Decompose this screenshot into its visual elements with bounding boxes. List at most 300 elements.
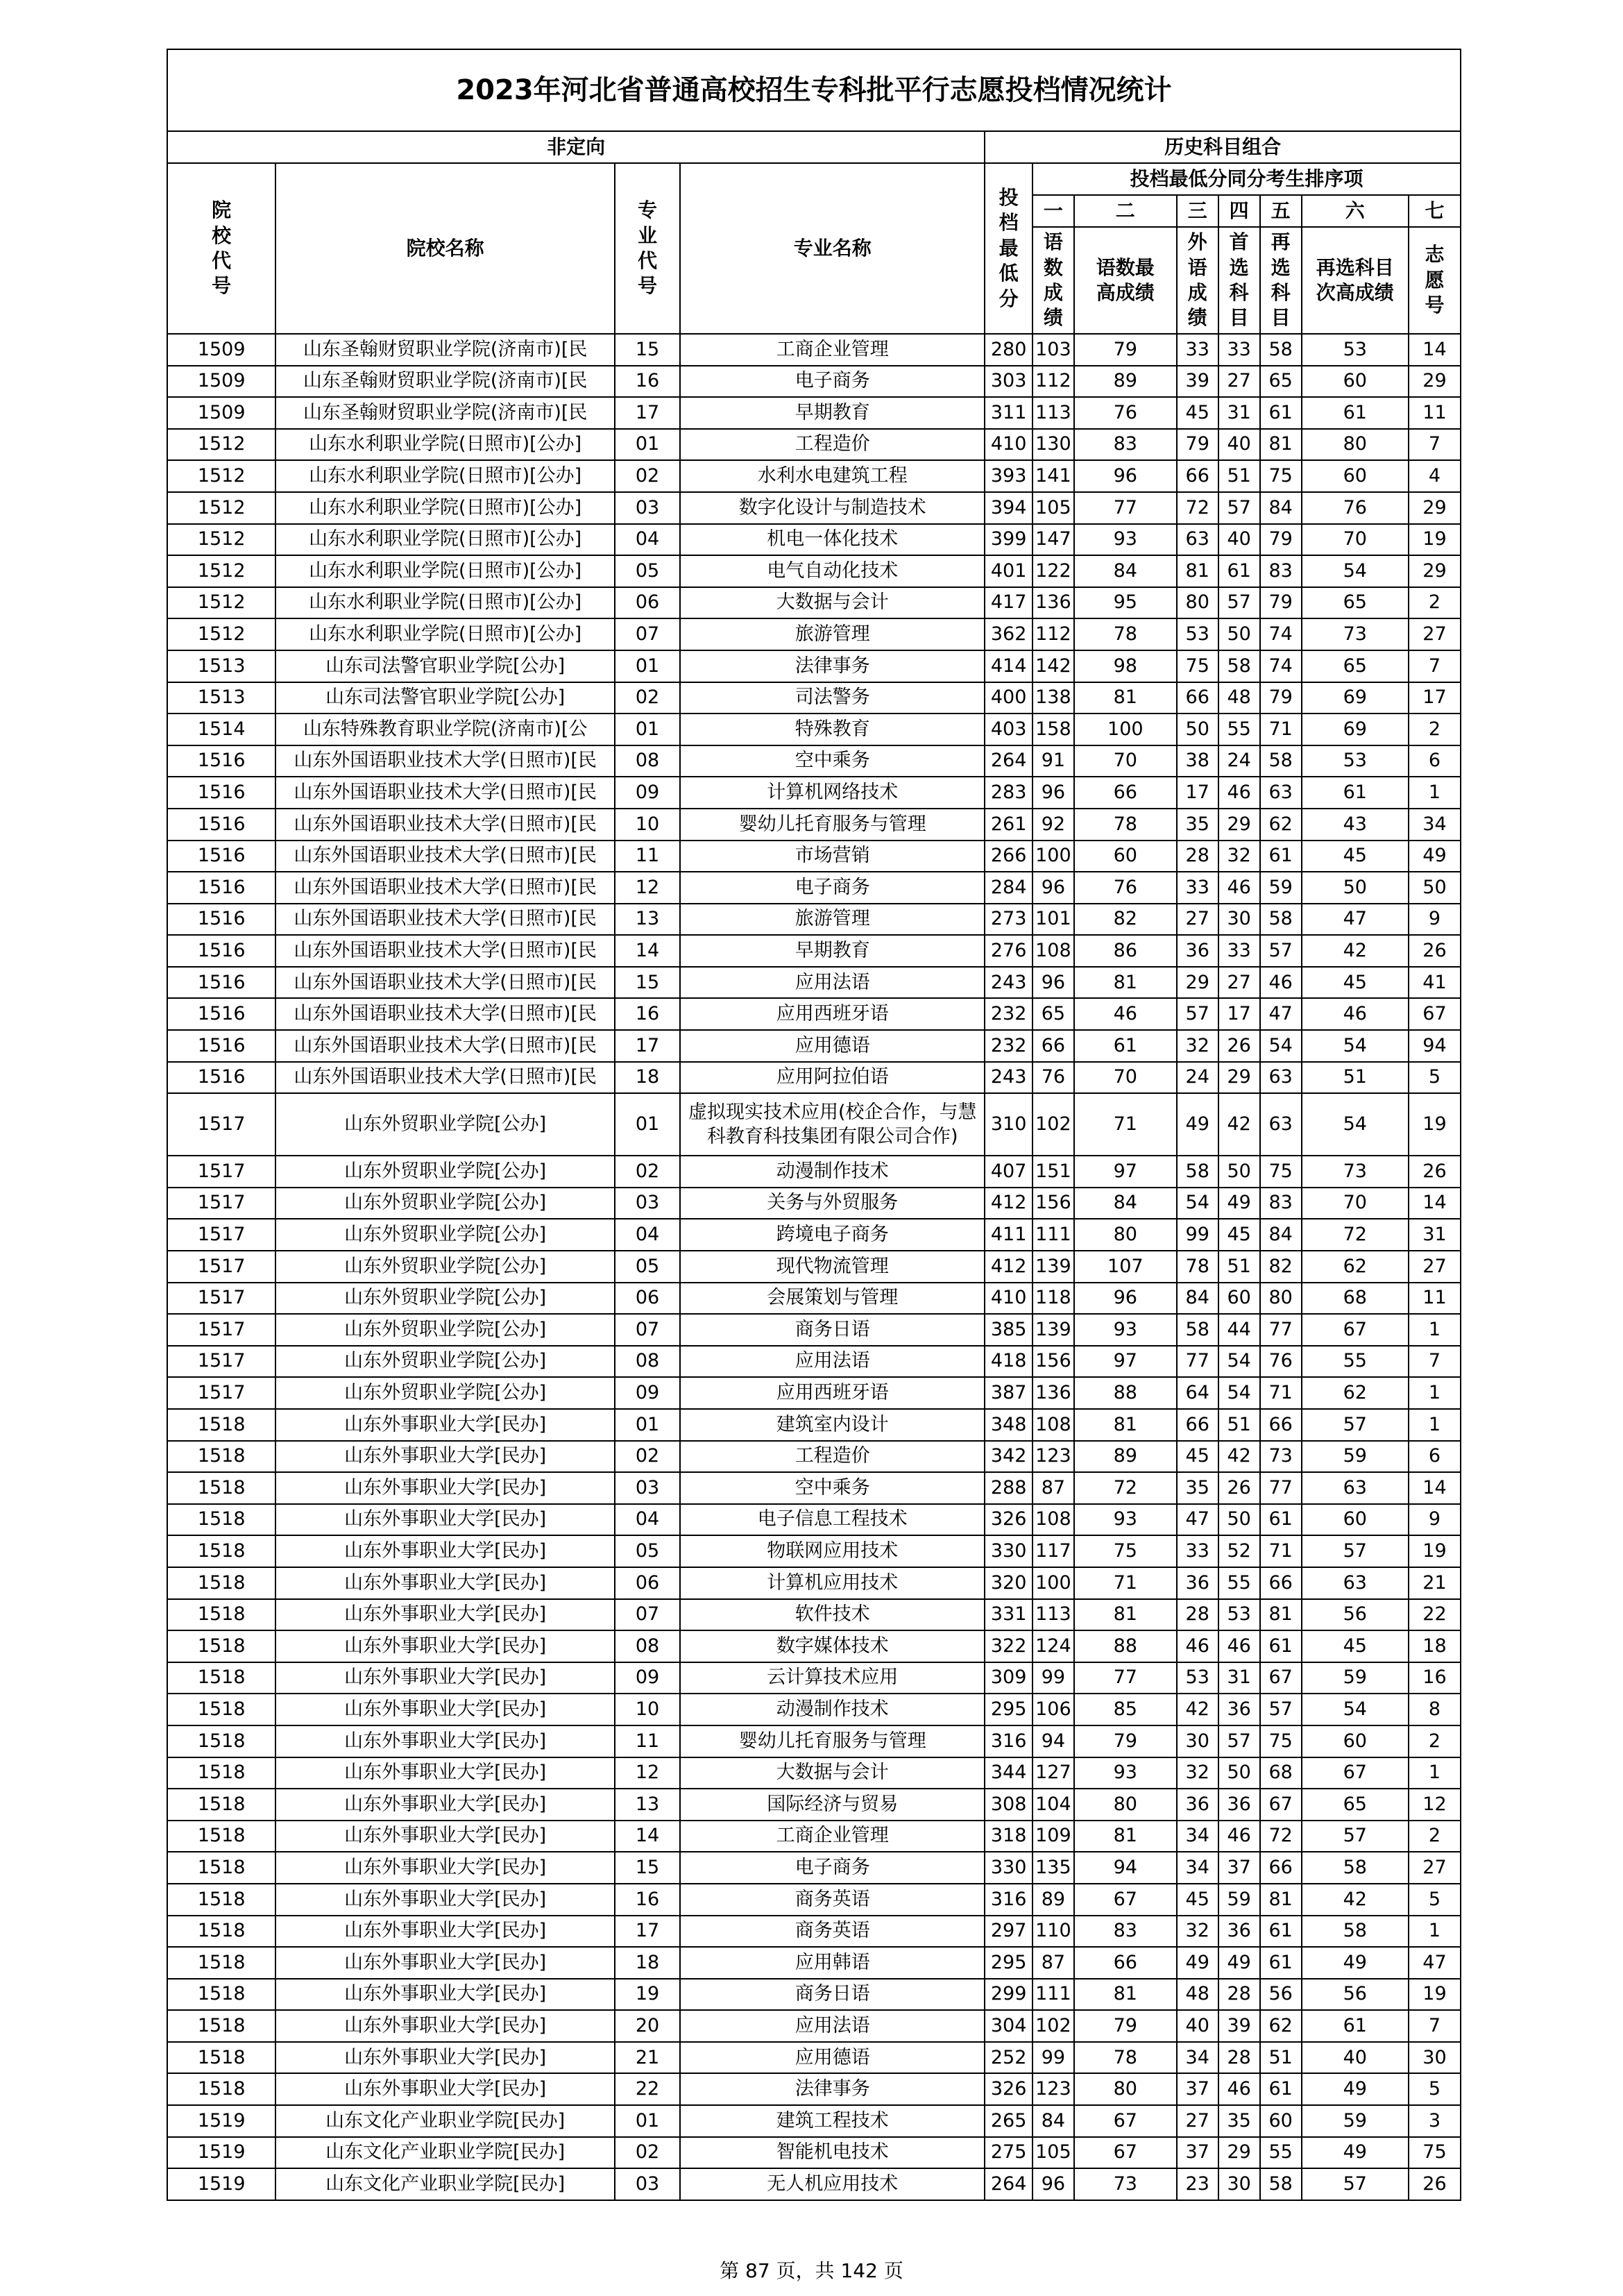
cell-min-score: 308 bbox=[985, 1789, 1033, 1821]
cell-school-name: 山东外事职业大学[民办] bbox=[275, 1599, 614, 1631]
cell-rank-4: 57 bbox=[1218, 587, 1260, 619]
cell-rank-3: 77 bbox=[1177, 1346, 1218, 1378]
cell-rank-7: 3 bbox=[1409, 2105, 1461, 2137]
cell-rank-6: 60 bbox=[1302, 1504, 1409, 1536]
cell-school-code: 1516 bbox=[167, 935, 275, 967]
cell-rank-6: 68 bbox=[1302, 1283, 1409, 1315]
col-major-code: 专业代号 bbox=[615, 163, 680, 334]
cell-school-code: 1516 bbox=[167, 967, 275, 999]
cell-rank-7: 29 bbox=[1409, 555, 1461, 587]
cell-major-name: 虚拟现实技术应用(校企合作，与慧科教育科技集团有限公司合作) bbox=[680, 1093, 985, 1156]
cell-rank-2: 67 bbox=[1074, 1884, 1177, 1916]
cell-rank-1: 113 bbox=[1033, 1599, 1074, 1631]
cell-rank-3: 36 bbox=[1177, 935, 1218, 967]
table-row bbox=[167, 2137, 1461, 2169]
cell-rank-2: 70 bbox=[1074, 1062, 1177, 1094]
cell-rank-2: 81 bbox=[1074, 682, 1177, 714]
cell-rank-5: 66 bbox=[1260, 1567, 1302, 1599]
cell-rank-7: 11 bbox=[1409, 1283, 1461, 1315]
cell-rank-1: 151 bbox=[1033, 1156, 1074, 1188]
cell-major-code: 11 bbox=[615, 841, 680, 872]
cell-min-score: 412 bbox=[985, 1188, 1033, 1219]
cell-min-score: 261 bbox=[985, 809, 1033, 841]
cell-rank-3: 66 bbox=[1177, 1409, 1218, 1441]
cell-major-code: 03 bbox=[615, 1472, 680, 1504]
cell-major-name: 计算机应用技术 bbox=[680, 1567, 985, 1599]
cell-school-name: 山东司法警官职业学院[公办] bbox=[275, 650, 614, 682]
rank-num: 六 bbox=[1302, 195, 1409, 227]
cell-rank-3: 45 bbox=[1177, 397, 1218, 429]
table-row bbox=[167, 777, 1461, 809]
cell-rank-3: 84 bbox=[1177, 1283, 1218, 1315]
table-row bbox=[167, 1472, 1461, 1504]
cell-rank-6: 55 bbox=[1302, 1346, 1409, 1378]
rank-item: 再选科目次高成绩 bbox=[1302, 227, 1409, 334]
cell-rank-6: 54 bbox=[1302, 1694, 1409, 1725]
cell-rank-7: 47 bbox=[1409, 1947, 1461, 1979]
cell-min-score: 283 bbox=[985, 777, 1033, 809]
cell-rank-2: 83 bbox=[1074, 429, 1177, 461]
cell-major-name: 旅游管理 bbox=[680, 904, 985, 936]
cell-rank-2: 79 bbox=[1074, 2010, 1177, 2042]
cell-rank-4: 33 bbox=[1218, 935, 1260, 967]
cell-major-name: 大数据与会计 bbox=[680, 1757, 985, 1789]
cell-rank-3: 36 bbox=[1177, 1789, 1218, 1821]
cell-rank-1: 158 bbox=[1033, 714, 1074, 745]
cell-rank-1: 96 bbox=[1033, 2168, 1074, 2200]
cell-rank-4: 36 bbox=[1218, 1916, 1260, 1948]
cell-major-name: 空中乘务 bbox=[680, 1472, 985, 1504]
cell-rank-7: 6 bbox=[1409, 1441, 1461, 1473]
cell-rank-4: 28 bbox=[1218, 1979, 1260, 2011]
cell-rank-7: 4 bbox=[1409, 460, 1461, 492]
cell-school-name: 山东圣翰财贸职业学院(济南市)[民 bbox=[275, 366, 614, 398]
cell-rank-3: 34 bbox=[1177, 1821, 1218, 1852]
section-left-header: 非定向 bbox=[167, 131, 985, 163]
cell-major-name: 应用阿拉伯语 bbox=[680, 1062, 985, 1094]
cell-rank-7: 9 bbox=[1409, 1504, 1461, 1536]
cell-min-score: 311 bbox=[985, 397, 1033, 429]
cell-rank-7: 2 bbox=[1409, 1821, 1461, 1852]
cell-major-name: 应用西班牙语 bbox=[680, 998, 985, 1030]
cell-school-code: 1518 bbox=[167, 1504, 275, 1536]
cell-rank-2: 71 bbox=[1074, 1093, 1177, 1156]
cell-rank-1: 99 bbox=[1033, 2042, 1074, 2074]
cell-school-code: 1517 bbox=[167, 1346, 275, 1378]
cell-rank-1: 141 bbox=[1033, 460, 1074, 492]
table-row bbox=[167, 460, 1461, 492]
cell-rank-2: 98 bbox=[1074, 650, 1177, 682]
cell-rank-4: 39 bbox=[1218, 2010, 1260, 2042]
cell-major-code: 10 bbox=[615, 809, 680, 841]
cell-rank-5: 61 bbox=[1260, 397, 1302, 429]
cell-major-name: 国际经济与贸易 bbox=[680, 1789, 985, 1821]
cell-major-name: 建筑室内设计 bbox=[680, 1409, 985, 1441]
cell-major-name: 旅游管理 bbox=[680, 618, 985, 650]
cell-rank-3: 66 bbox=[1177, 460, 1218, 492]
cell-rank-3: 30 bbox=[1177, 1725, 1218, 1757]
cell-major-name: 电气自动化技术 bbox=[680, 555, 985, 587]
cell-major-code: 07 bbox=[615, 1314, 680, 1346]
cell-rank-3: 35 bbox=[1177, 809, 1218, 841]
cell-min-score: 401 bbox=[985, 555, 1033, 587]
table-row bbox=[167, 1662, 1461, 1694]
cell-rank-6: 63 bbox=[1302, 1472, 1409, 1504]
cell-school-code: 1512 bbox=[167, 460, 275, 492]
cell-school-name: 山东外国语职业技术大学(日照市)[民 bbox=[275, 935, 614, 967]
cell-school-code: 1516 bbox=[167, 745, 275, 777]
cell-rank-5: 55 bbox=[1260, 2137, 1302, 2169]
cell-min-score: 232 bbox=[985, 1030, 1033, 1062]
cell-rank-5: 84 bbox=[1260, 1219, 1302, 1251]
cell-rank-5: 81 bbox=[1260, 429, 1302, 461]
cell-rank-7: 26 bbox=[1409, 1156, 1461, 1188]
cell-school-code: 1517 bbox=[167, 1219, 275, 1251]
cell-major-code: 03 bbox=[615, 492, 680, 524]
cell-rank-3: 45 bbox=[1177, 1884, 1218, 1916]
cell-min-score: 348 bbox=[985, 1409, 1033, 1441]
cell-rank-6: 58 bbox=[1302, 1852, 1409, 1884]
cell-rank-3: 33 bbox=[1177, 872, 1218, 904]
cell-school-name: 山东外事职业大学[民办] bbox=[275, 1409, 614, 1441]
cell-school-code: 1517 bbox=[167, 1283, 275, 1315]
cell-rank-5: 83 bbox=[1260, 555, 1302, 587]
cell-min-score: 407 bbox=[985, 1156, 1033, 1188]
cell-rank-7: 7 bbox=[1409, 650, 1461, 682]
cell-min-score: 266 bbox=[985, 841, 1033, 872]
cell-major-name: 市场营销 bbox=[680, 841, 985, 872]
cell-rank-3: 33 bbox=[1177, 334, 1218, 366]
cell-school-code: 1516 bbox=[167, 1030, 275, 1062]
cell-rank-3: 40 bbox=[1177, 2010, 1218, 2042]
cell-major-name: 动漫制作技术 bbox=[680, 1156, 985, 1188]
cell-rank-4: 61 bbox=[1218, 555, 1260, 587]
cell-rank-2: 86 bbox=[1074, 935, 1177, 967]
admission-table-sheet bbox=[167, 49, 1461, 2201]
cell-major-code: 10 bbox=[615, 1694, 680, 1725]
cell-rank-6: 58 bbox=[1302, 1916, 1409, 1948]
cell-rank-3: 27 bbox=[1177, 2105, 1218, 2137]
cell-rank-5: 57 bbox=[1260, 1694, 1302, 1725]
cell-major-code: 17 bbox=[615, 1916, 680, 1948]
cell-rank-7: 26 bbox=[1409, 2168, 1461, 2200]
cell-school-name: 山东圣翰财贸职业学院(济南市)[民 bbox=[275, 397, 614, 429]
cell-min-score: 265 bbox=[985, 2105, 1033, 2137]
cell-rank-5: 67 bbox=[1260, 1662, 1302, 1694]
cell-rank-5: 74 bbox=[1260, 650, 1302, 682]
cell-min-score: 399 bbox=[985, 524, 1033, 556]
cell-school-code: 1518 bbox=[167, 1599, 275, 1631]
cell-rank-6: 49 bbox=[1302, 1947, 1409, 1979]
cell-school-name: 山东外事职业大学[民办] bbox=[275, 2010, 614, 2042]
table-row bbox=[167, 650, 1461, 682]
cell-rank-1: 92 bbox=[1033, 809, 1074, 841]
cell-rank-1: 106 bbox=[1033, 1694, 1074, 1725]
cell-major-name: 婴幼儿托育服务与管理 bbox=[680, 809, 985, 841]
cell-rank-2: 88 bbox=[1074, 1377, 1177, 1409]
cell-major-name: 智能机电技术 bbox=[680, 2137, 985, 2169]
cell-rank-1: 103 bbox=[1033, 334, 1074, 366]
cell-school-code: 1516 bbox=[167, 1062, 275, 1094]
cell-school-code: 1517 bbox=[167, 1377, 275, 1409]
cell-rank-2: 81 bbox=[1074, 1979, 1177, 2011]
cell-school-code: 1516 bbox=[167, 777, 275, 809]
cell-major-code: 03 bbox=[615, 2168, 680, 2200]
cell-school-name: 山东水利职业学院(日照市)[公办] bbox=[275, 429, 614, 461]
cell-rank-2: 78 bbox=[1074, 618, 1177, 650]
cell-rank-1: 123 bbox=[1033, 1441, 1074, 1473]
cell-min-score: 414 bbox=[985, 650, 1033, 682]
cell-rank-7: 14 bbox=[1409, 334, 1461, 366]
table-row bbox=[167, 809, 1461, 841]
cell-major-name: 早期教育 bbox=[680, 397, 985, 429]
cell-rank-6: 60 bbox=[1302, 366, 1409, 398]
table-row bbox=[167, 935, 1461, 967]
cell-min-score: 284 bbox=[985, 872, 1033, 904]
cell-rank-6: 62 bbox=[1302, 1377, 1409, 1409]
cell-school-code: 1516 bbox=[167, 841, 275, 872]
cell-rank-4: 54 bbox=[1218, 1377, 1260, 1409]
cell-school-name: 山东外贸职业学院[公办] bbox=[275, 1377, 614, 1409]
cell-rank-3: 79 bbox=[1177, 429, 1218, 461]
cell-rank-4: 33 bbox=[1218, 334, 1260, 366]
cell-school-name: 山东外国语职业技术大学(日照市)[民 bbox=[275, 1030, 614, 1062]
cell-rank-6: 47 bbox=[1302, 904, 1409, 936]
cell-rank-4: 44 bbox=[1218, 1314, 1260, 1346]
cell-min-score: 316 bbox=[985, 1725, 1033, 1757]
cell-rank-3: 81 bbox=[1177, 555, 1218, 587]
cell-school-code: 1518 bbox=[167, 1567, 275, 1599]
cell-major-name: 机电一体化技术 bbox=[680, 524, 985, 556]
cell-major-code: 13 bbox=[615, 1789, 680, 1821]
cell-rank-2: 89 bbox=[1074, 1441, 1177, 1473]
cell-rank-4: 37 bbox=[1218, 1852, 1260, 1884]
cell-rank-2: 96 bbox=[1074, 1283, 1177, 1315]
cell-rank-2: 100 bbox=[1074, 714, 1177, 745]
cell-rank-2: 70 bbox=[1074, 745, 1177, 777]
cell-rank-6: 40 bbox=[1302, 2042, 1409, 2074]
table-row bbox=[167, 2168, 1461, 2200]
cell-major-code: 02 bbox=[615, 2137, 680, 2169]
cell-rank-1: 138 bbox=[1033, 682, 1074, 714]
cell-rank-2: 77 bbox=[1074, 492, 1177, 524]
cell-rank-3: 49 bbox=[1177, 1093, 1218, 1156]
cell-rank-6: 45 bbox=[1302, 967, 1409, 999]
cell-major-code: 06 bbox=[615, 587, 680, 619]
cell-rank-2: 97 bbox=[1074, 1156, 1177, 1188]
cell-rank-5: 58 bbox=[1260, 2168, 1302, 2200]
cell-rank-5: 82 bbox=[1260, 1251, 1302, 1283]
cell-school-code: 1512 bbox=[167, 587, 275, 619]
cell-rank-7: 1 bbox=[1409, 1377, 1461, 1409]
cell-rank-2: 83 bbox=[1074, 1916, 1177, 1948]
rank-item: 外语成绩 bbox=[1177, 227, 1218, 334]
cell-rank-1: 123 bbox=[1033, 2073, 1074, 2105]
cell-rank-6: 57 bbox=[1302, 1409, 1409, 1441]
cell-rank-1: 111 bbox=[1033, 1219, 1074, 1251]
cell-school-name: 山东水利职业学院(日照市)[公办] bbox=[275, 492, 614, 524]
cell-rank-6: 54 bbox=[1302, 555, 1409, 587]
cell-school-code: 1518 bbox=[167, 1409, 275, 1441]
cell-rank-4: 32 bbox=[1218, 841, 1260, 872]
cell-rank-6: 59 bbox=[1302, 2105, 1409, 2137]
cell-school-name: 山东外国语职业技术大学(日照市)[民 bbox=[275, 904, 614, 936]
cell-school-code: 1514 bbox=[167, 714, 275, 745]
cell-rank-1: 156 bbox=[1033, 1188, 1074, 1219]
cell-school-code: 1518 bbox=[167, 1630, 275, 1662]
cell-min-score: 280 bbox=[985, 334, 1033, 366]
cell-rank-2: 46 bbox=[1074, 998, 1177, 1030]
cell-min-score: 410 bbox=[985, 1283, 1033, 1315]
cell-rank-4: 35 bbox=[1218, 2105, 1260, 2137]
cell-major-code: 15 bbox=[615, 1852, 680, 1884]
cell-rank-2: 66 bbox=[1074, 1947, 1177, 1979]
cell-rank-1: 113 bbox=[1033, 397, 1074, 429]
cell-rank-5: 61 bbox=[1260, 1947, 1302, 1979]
cell-rank-5: 71 bbox=[1260, 714, 1302, 745]
table-row bbox=[167, 1852, 1461, 1884]
rank-item: 志愿号 bbox=[1409, 227, 1461, 334]
cell-min-score: 232 bbox=[985, 998, 1033, 1030]
cell-rank-6: 57 bbox=[1302, 1821, 1409, 1852]
cell-rank-6: 65 bbox=[1302, 650, 1409, 682]
cell-rank-4: 50 bbox=[1218, 1504, 1260, 1536]
table-body bbox=[167, 334, 1461, 2200]
cell-rank-2: 85 bbox=[1074, 1694, 1177, 1725]
cell-major-code: 01 bbox=[615, 1409, 680, 1441]
cell-major-name: 会展策划与管理 bbox=[680, 1283, 985, 1315]
cell-rank-1: 102 bbox=[1033, 2010, 1074, 2042]
cell-rank-6: 65 bbox=[1302, 587, 1409, 619]
cell-major-code: 22 bbox=[615, 2073, 680, 2105]
cell-school-name: 山东外贸职业学院[公办] bbox=[275, 1156, 614, 1188]
cell-rank-4: 59 bbox=[1218, 1884, 1260, 1916]
cell-major-code: 01 bbox=[615, 2105, 680, 2137]
cell-major-name: 应用德语 bbox=[680, 1030, 985, 1062]
cell-rank-5: 61 bbox=[1260, 1630, 1302, 1662]
cell-rank-2: 80 bbox=[1074, 1789, 1177, 1821]
cell-min-score: 316 bbox=[985, 1884, 1033, 1916]
cell-rank-6: 61 bbox=[1302, 397, 1409, 429]
cell-major-name: 工商企业管理 bbox=[680, 334, 985, 366]
cell-major-name: 电子商务 bbox=[680, 1852, 985, 1884]
cell-major-name: 物联网应用技术 bbox=[680, 1535, 985, 1567]
table-row bbox=[167, 1219, 1461, 1251]
cell-rank-1: 117 bbox=[1033, 1535, 1074, 1567]
cell-rank-6: 61 bbox=[1302, 777, 1409, 809]
table-row bbox=[167, 1093, 1461, 1156]
cell-rank-6: 69 bbox=[1302, 714, 1409, 745]
cell-min-score: 320 bbox=[985, 1567, 1033, 1599]
cell-rank-2: 107 bbox=[1074, 1251, 1177, 1283]
cell-rank-3: 78 bbox=[1177, 1251, 1218, 1283]
cell-rank-7: 21 bbox=[1409, 1567, 1461, 1599]
cell-major-name: 早期教育 bbox=[680, 935, 985, 967]
cell-school-name: 山东外事职业大学[民办] bbox=[275, 1694, 614, 1725]
cell-rank-5: 62 bbox=[1260, 2010, 1302, 2042]
cell-min-score: 342 bbox=[985, 1441, 1033, 1473]
cell-school-code: 1518 bbox=[167, 1789, 275, 1821]
cell-rank-2: 61 bbox=[1074, 1030, 1177, 1062]
cell-school-code: 1519 bbox=[167, 2137, 275, 2169]
cell-rank-7: 8 bbox=[1409, 1694, 1461, 1725]
cell-rank-1: 136 bbox=[1033, 587, 1074, 619]
cell-rank-4: 55 bbox=[1218, 714, 1260, 745]
cell-rank-7: 41 bbox=[1409, 967, 1461, 999]
cell-rank-5: 63 bbox=[1260, 777, 1302, 809]
cell-rank-6: 54 bbox=[1302, 1030, 1409, 1062]
cell-rank-7: 27 bbox=[1409, 1251, 1461, 1283]
cell-rank-4: 48 bbox=[1218, 682, 1260, 714]
cell-school-code: 1517 bbox=[167, 1314, 275, 1346]
cell-major-code: 07 bbox=[615, 1599, 680, 1631]
table-row bbox=[167, 1062, 1461, 1094]
cell-major-name: 现代物流管理 bbox=[680, 1251, 985, 1283]
cell-rank-1: 136 bbox=[1033, 1377, 1074, 1409]
cell-rank-5: 71 bbox=[1260, 1377, 1302, 1409]
cell-rank-5: 61 bbox=[1260, 1916, 1302, 1948]
page-footer: 第 87 页，共 142 页 bbox=[720, 2259, 903, 2282]
table-row bbox=[167, 366, 1461, 398]
cell-rank-7: 1 bbox=[1409, 1314, 1461, 1346]
cell-rank-4: 29 bbox=[1218, 2137, 1260, 2169]
cell-rank-4: 40 bbox=[1218, 429, 1260, 461]
table-row bbox=[167, 1947, 1461, 1979]
cell-rank-1: 124 bbox=[1033, 1630, 1074, 1662]
cell-school-code: 1517 bbox=[167, 1251, 275, 1283]
cell-major-code: 09 bbox=[615, 1377, 680, 1409]
cell-rank-4: 57 bbox=[1218, 492, 1260, 524]
cell-min-score: 362 bbox=[985, 618, 1033, 650]
cell-min-score: 264 bbox=[985, 2168, 1033, 2200]
table-row bbox=[167, 1916, 1461, 1948]
cell-rank-2: 94 bbox=[1074, 1852, 1177, 1884]
cell-major-code: 09 bbox=[615, 777, 680, 809]
table-row bbox=[167, 1821, 1461, 1852]
cell-rank-2: 76 bbox=[1074, 397, 1177, 429]
cell-rank-7: 14 bbox=[1409, 1472, 1461, 1504]
cell-rank-5: 84 bbox=[1260, 492, 1302, 524]
cell-school-name: 山东外贸职业学院[公办] bbox=[275, 1314, 614, 1346]
cell-rank-5: 75 bbox=[1260, 460, 1302, 492]
cell-rank-2: 93 bbox=[1074, 1757, 1177, 1789]
cell-rank-1: 147 bbox=[1033, 524, 1074, 556]
cell-min-score: 310 bbox=[985, 1093, 1033, 1156]
cell-rank-6: 49 bbox=[1302, 2073, 1409, 2105]
table-row bbox=[167, 587, 1461, 619]
cell-rank-3: 27 bbox=[1177, 904, 1218, 936]
cell-school-code: 1512 bbox=[167, 618, 275, 650]
cell-major-code: 12 bbox=[615, 872, 680, 904]
cell-rank-4: 17 bbox=[1218, 998, 1260, 1030]
cell-min-score: 330 bbox=[985, 1535, 1033, 1567]
cell-rank-4: 50 bbox=[1218, 618, 1260, 650]
cell-rank-1: 130 bbox=[1033, 429, 1074, 461]
cell-rank-6: 53 bbox=[1302, 334, 1409, 366]
cell-rank-7: 1 bbox=[1409, 1757, 1461, 1789]
cell-school-name: 山东外事职业大学[民办] bbox=[275, 1630, 614, 1662]
cell-rank-1: 99 bbox=[1033, 1662, 1074, 1694]
cell-rank-1: 127 bbox=[1033, 1757, 1074, 1789]
cell-school-name: 山东外国语职业技术大学(日照市)[民 bbox=[275, 967, 614, 999]
cell-major-name: 应用德语 bbox=[680, 2042, 985, 2074]
cell-rank-7: 34 bbox=[1409, 809, 1461, 841]
cell-rank-5: 61 bbox=[1260, 841, 1302, 872]
cell-school-code: 1518 bbox=[167, 1916, 275, 1948]
cell-school-code: 1512 bbox=[167, 492, 275, 524]
admission-table bbox=[167, 49, 1461, 2201]
cell-rank-3: 58 bbox=[1177, 1156, 1218, 1188]
